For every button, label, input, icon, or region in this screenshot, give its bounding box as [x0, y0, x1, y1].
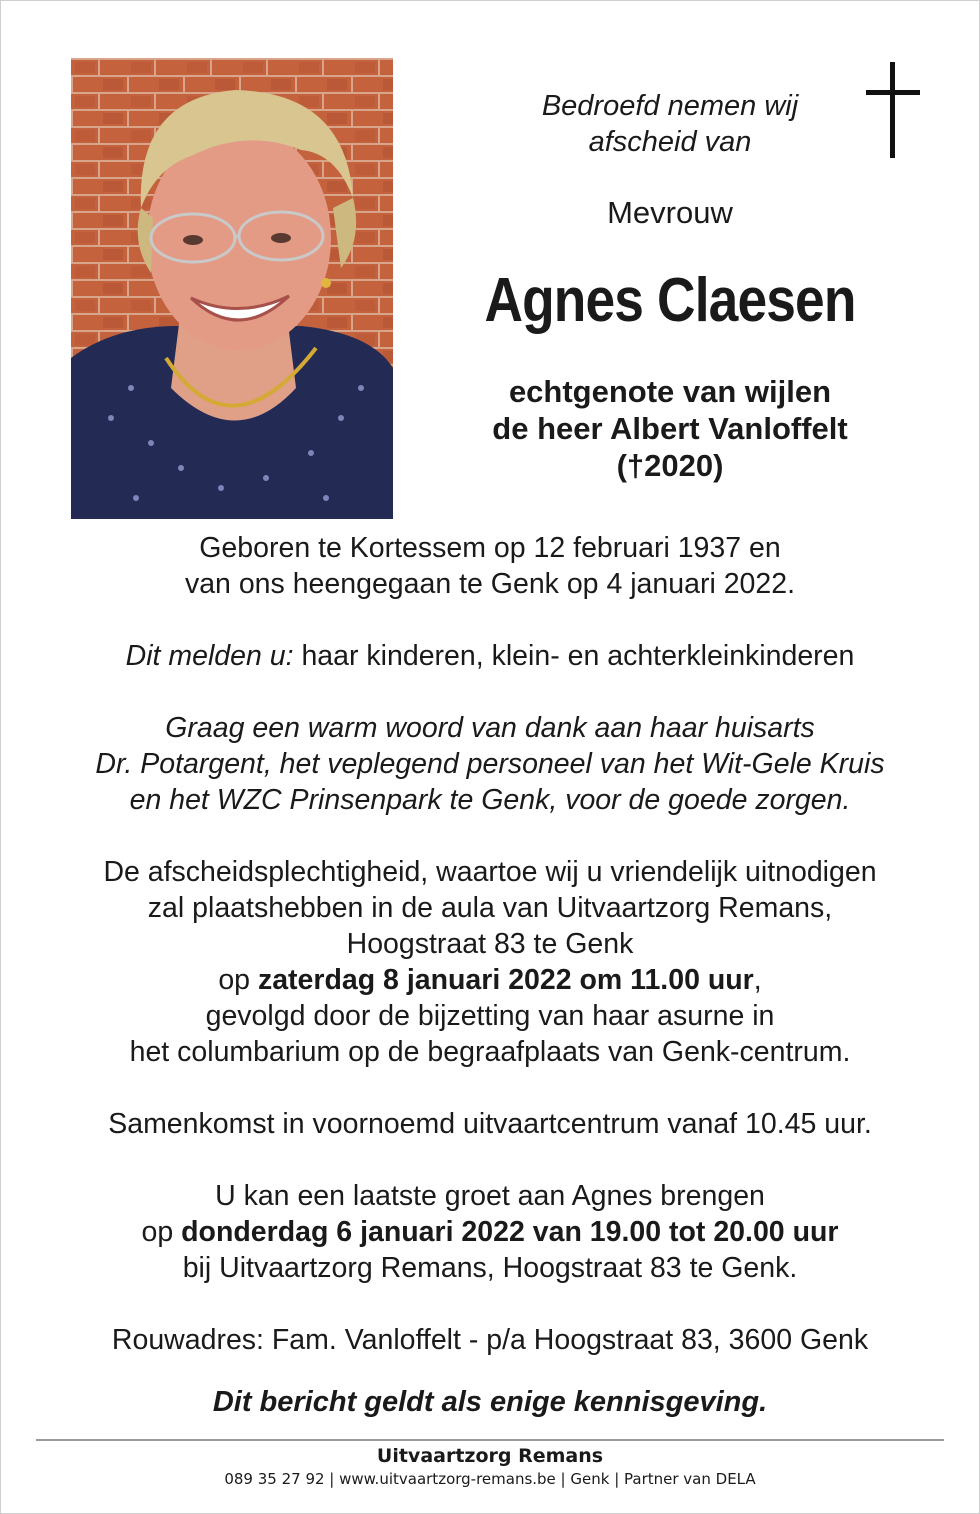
ceremony-line: gevolgd door de bijzetting van haar asurne in — [205, 1000, 775, 1032]
announced-by-names: haar kinderen, klein- en achterkleinkinderen — [301, 640, 855, 672]
visit-line: U kan een laatste groet aan Agnes brengen — [215, 1180, 765, 1212]
intro-line: Bedroefd nemen wij — [541, 90, 799, 122]
ceremony-suffix: , — [753, 964, 762, 996]
ceremony-prefix: op — [218, 964, 251, 996]
mourning-address: Rouwadres: Fam. Vanloffelt - p/a Hoogstraat 83, 3600 Genk — [111, 1324, 869, 1356]
announced-by — [40, 638, 940, 674]
spouse-info — [420, 373, 920, 484]
footer-contact: 089 35 27 92 | www.uitvaartzorg-remans.be | Genk | Partner van DELA — [224, 1470, 756, 1488]
ceremony-line: zal plaatshebben in de aula van Uitvaartzorg Remans, — [147, 892, 833, 924]
footer-divider — [36, 1439, 944, 1441]
deceased-name: Agnes Claesen — [484, 266, 856, 335]
death-line: van ons heengegaan te Genk op 4 januari 2022. — [184, 568, 796, 600]
intro-line: afscheid van — [588, 126, 752, 158]
intro-text — [430, 88, 910, 160]
ceremony-line: Hoogstraat 83 te Genk — [346, 928, 634, 960]
visit-datetime-line — [40, 1214, 940, 1250]
ceremony-line: het columbarium op de begraafplaats van Genk-centrum. — [129, 1036, 851, 1068]
spouse-line: echtgenote van wijlen — [508, 374, 832, 409]
birth-line: Geboren te Kortessem op 12 februari 1937 en — [199, 532, 781, 564]
visit-prefix: op — [141, 1216, 174, 1248]
thanks-line: Dr. Potargent, het veplegend personeel van het Wit-Gele Kruis — [95, 748, 885, 780]
visit-line: bij Uitvaartzorg Remans, Hoogstraat 83 te Genk. — [182, 1252, 798, 1284]
announced-by-label: Dit melden u: — [125, 640, 294, 672]
salutation: Mevrouw — [607, 195, 733, 230]
ceremony-datetime: zaterdag 8 januari 2022 om 11.00 uur — [257, 964, 754, 996]
footer-company: Uitvaartzorg Remans — [376, 1445, 604, 1467]
ceremony-datetime-line — [40, 962, 940, 998]
thanks-line: Graag een warm woord van dank aan haar huisarts — [165, 712, 815, 744]
ceremony-line: De afscheidsplechtigheid, waartoe wij u vriendelijk uitnodigen — [103, 856, 877, 888]
announcement-body — [40, 530, 940, 1358]
spouse-line: (†2020) — [616, 448, 724, 483]
spouse-line: de heer Albert Vanloffelt — [492, 411, 848, 446]
portrait-photo — [71, 58, 393, 519]
gathering-line: Samenkomst in voornoemd uitvaartcentrum vanaf 10.45 uur. — [108, 1108, 872, 1140]
thanks-line: en het WZC Prinsenpark te Genk, voor de goede zorgen. — [129, 784, 851, 816]
visit-datetime: donderdag 6 januari 2022 van 19.00 tot 20.00 uur — [181, 1216, 839, 1248]
notice-text: Dit bericht geldt als enige kennisgeving. — [212, 1386, 768, 1418]
